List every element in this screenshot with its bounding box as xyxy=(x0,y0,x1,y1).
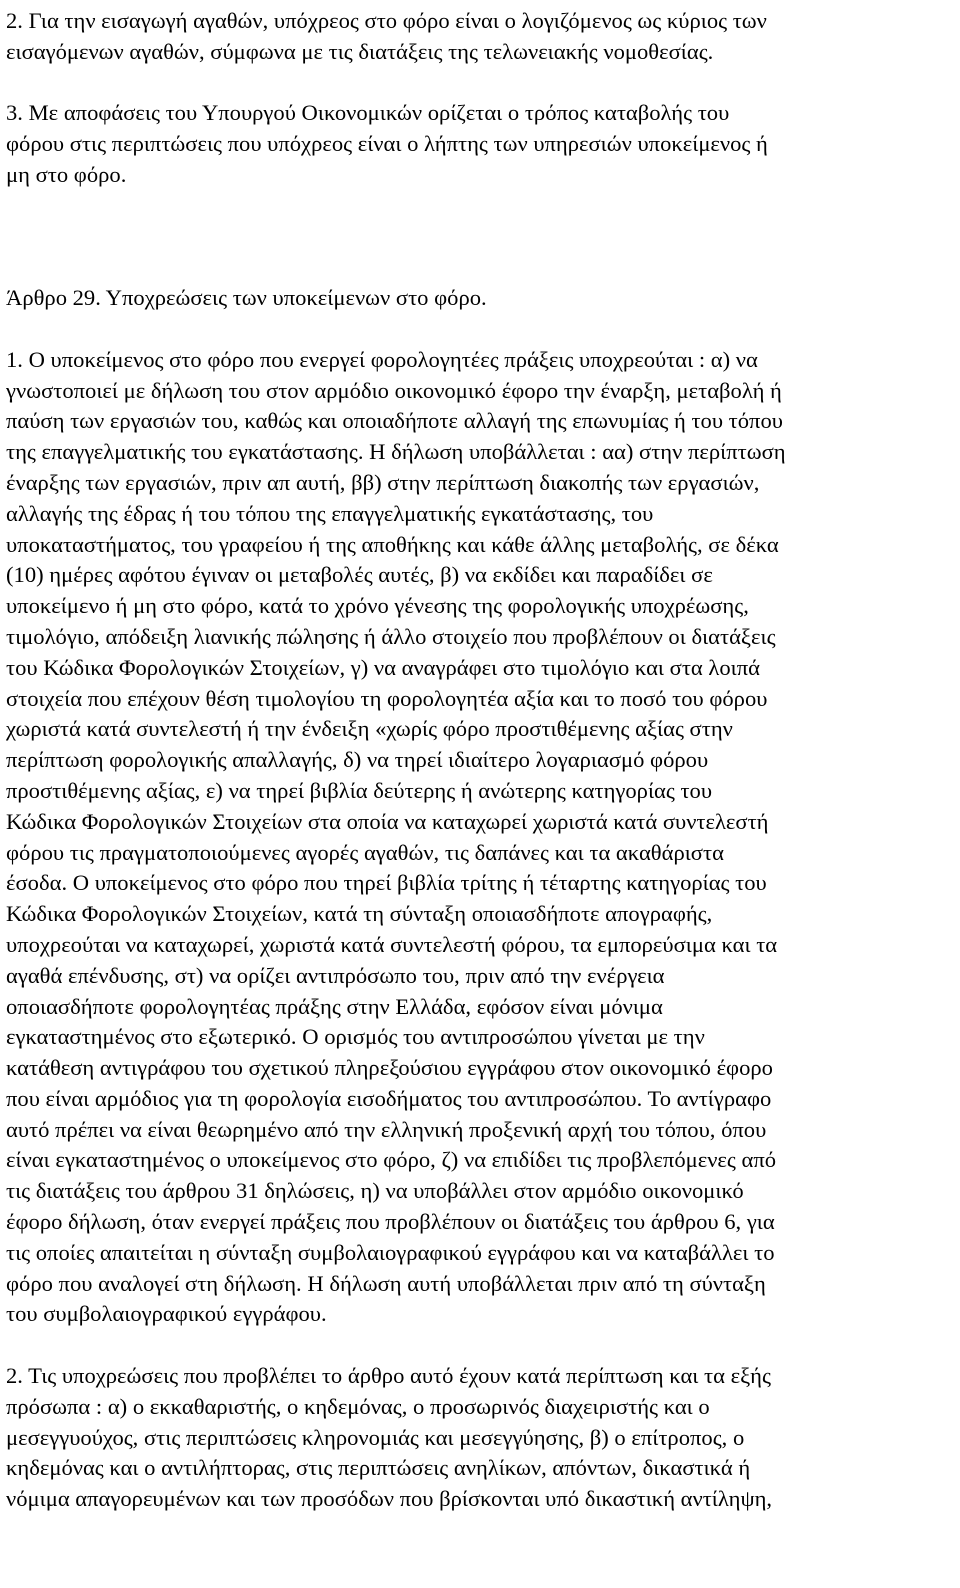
text-line: 2. Τις υποχρεώσεις που προβλέπει το άρθρο αυτό έχουν κατά περίπτωση και τα εξής xyxy=(6,1363,771,1389)
text-line: 1. Ο υποκείμενος στο φόρο που ενεργεί φορολογητέες πράξεις υποχρεούται : α) να xyxy=(6,346,758,372)
text-line: (10) ημέρες αφότου έγιναν οι μεταβολές αυτές, β) να εκδίδει και παραδίδει σε xyxy=(6,562,713,588)
text-line: νόμιμα απαγορευμένων και των προσόδων που βρίσκονται υπό δικαστική αντίληψη, xyxy=(6,1486,773,1512)
text-line: προστιθέμενης αξίας, ε) να τηρεί βιβλία δεύτερης ή ανώτερης κατηγορίας του xyxy=(6,777,713,803)
text-line: Κώδικα Φορολογικών Στοιχείων, κατά τη σύνταξη οποιασδήποτε απογραφής, xyxy=(6,901,713,927)
paragraph-spacer xyxy=(6,252,948,283)
text-line: μη στο φόρο. xyxy=(6,161,127,187)
paragraph-spacer xyxy=(6,222,948,253)
text-line: αλλαγής της έδρας ή του τόπου της επαγγελματικής εγκατάστασης, του xyxy=(6,500,654,526)
paragraph-spacer xyxy=(6,191,948,222)
text-line: αγαθά επένδυσης, στ) να ορίζει αντιπρόσωπο του, πριν από την ενέργεια xyxy=(6,962,665,988)
text-line: υποχρεούται να καταχωρεί, χωριστά κατά συντελεστή φόρου, τα εμπορεύσιμα και τα xyxy=(6,931,778,957)
text-line: τις οποίες απαιτείται η σύνταξη συμβολαιογραφικού εγγράφου και να καταβάλλει το xyxy=(6,1239,775,1265)
text-line: τιμολόγιο, απόδειξη λιανικής πώλησης ή άλλο στοιχείο που προβλέπουν οι διατάξεις xyxy=(6,623,776,649)
text-line: υποκαταστήματος, του γραφείου ή της αποθήκης και κάθε άλλης μεταβολής, σε δέκα xyxy=(6,531,779,557)
text-line: παύση των εργασιών του, καθώς και οποιαδήποτε αλλαγή της επωνυμίας ή του τόπου xyxy=(6,408,783,434)
paragraph-article29-2 xyxy=(6,1361,948,1515)
text-line: υποκείμενο ή μη στο φόρο, κατά το χρόνο γένεσης της φορολογικής υποχρέωσης, xyxy=(6,593,749,619)
text-line: 3. Με αποφάσεις του Υπουργού Οικονομικών ορίζεται ο τρόπος καταβολής του xyxy=(6,100,730,126)
text-line: αυτό πρέπει να είναι θεωρημένο από την ελληνική προξενική αρχή του τόπου, όπου xyxy=(6,1116,767,1142)
article-heading-text: Άρθρο 29. Υποχρεώσεις των υποκείμενων στο φόρο. xyxy=(6,285,487,311)
text-line: κηδεμόνας και ο αντιλήπτορας, στις περιπτώσεις ανηλίκων, απόντων, δικαστικά ή xyxy=(6,1455,751,1481)
text-line: του Κώδικα Φορολογικών Στοιχείων, γ) να αναγράφει στο τιμολόγιο και στα λοιπά xyxy=(6,654,760,680)
text-line: φόρου στις περιπτώσεις που υπόχρεος είναι ο λήπτης των υπηρεσιών υποκείμενος ή xyxy=(6,131,768,157)
text-line: έναρξης των εργασιών, πριν απ αυτή, ββ) στην περίπτωση διακοπής των εργασιών, xyxy=(6,469,760,495)
text-line: οποιασδήποτε φορολογητέας πράξης στην Ελλάδα, εφόσον είναι μόνιμα xyxy=(6,993,663,1019)
text-line: του συμβολαιογραφικού εγγράφου. xyxy=(6,1301,327,1327)
paragraph-spacer xyxy=(6,68,948,99)
paragraph-item-3 xyxy=(6,98,948,190)
text-line: κατάθεση αντιγράφου του σχετικού πληρεξούσιου εγγράφου στον οικονομικό έφορο xyxy=(6,1055,773,1081)
text-line: είναι εγκαταστημένος ο υποκείμενος στο φόρο, ζ) να επιδίδει τις προβλεπόμενες από xyxy=(6,1147,777,1173)
text-line: τις διατάξεις του άρθρου 31 δηλώσεις, η) να υποβάλλει στον αρμόδιο οικονομικό xyxy=(6,1178,744,1204)
text-line: 2. Για την εισαγωγή αγαθών, υπόχρεος στο φόρο είναι ο λογιζόμενος ως κύριος των xyxy=(6,8,767,33)
text-line: που είναι αρμόδιος για τη φορολογία εισοδήματος του αντιπροσώπου. Το αντίγραφο xyxy=(6,1085,772,1111)
text-line: χωριστά κατά συντελεστή ή την ένδειξη «χωρίς φόρο προστιθέμενης αξίας στην xyxy=(6,716,733,742)
paragraph-spacer xyxy=(6,1330,948,1361)
text-line: έφορο δήλωση, όταν ενεργεί πράξεις που προβλέπουν οι διατάξεις του άρθρου 6, για xyxy=(6,1209,775,1235)
paragraph-spacer xyxy=(6,314,948,345)
text-line: φόρου τις πραγματοποιούμενες αγορές αγαθών, τις δαπάνες και τα ακαθάριστα xyxy=(6,839,724,865)
text-line: Κώδικα Φορολογικών Στοιχείων στα οποία να καταχωρεί χωριστά κατά συντελεστή xyxy=(6,808,769,834)
text-line: έσοδα. Ο υποκείμενος στο φόρο που τηρεί βιβλία τρίτης ή τέταρτης κατηγορίας του xyxy=(6,870,767,896)
text-line: μεσεγγυούχος, στις περιπτώσεις κληρονομιάς και μεσεγγύησης, β) ο επίτροπος, ο xyxy=(6,1424,745,1450)
article-29-heading xyxy=(6,283,948,314)
text-line: φόρο που αναλογεί στη δήλωση. Η δήλωση αυτή υποβάλλεται πριν από τη σύνταξη xyxy=(6,1270,766,1296)
text-line: εισαγόμενων αγαθών, σύμφωνα με τις διατάξεις της τελωνειακής νομοθεσίας. xyxy=(6,38,714,64)
text-line: πρόσωπα : α) ο εκκαθαριστής, ο κηδεμόνας, ο προσωρινός διαχειριστής και ο xyxy=(6,1393,710,1419)
text-line: εγκαταστημένος στο εξωτερικό. Ο ορισμός του αντιπροσώπου γίνεται με την xyxy=(6,1024,705,1050)
text-line: της επαγγελματικής του εγκατάστασης. Η δήλωση υποβάλλεται : αα) στην περίπτωση xyxy=(6,439,786,465)
paragraph-article29-1 xyxy=(6,345,948,1331)
text-line: στοιχεία που επέχουν θέση τιμολογίου τη φορολογητέα αξία και το ποσό του φόρου xyxy=(6,685,768,711)
text-line: γνωστοποιεί με δήλωση του στον αρμόδιο οικονομικό έφορο την έναρξη, μεταβολή ή xyxy=(6,377,782,403)
paragraph-item-2 xyxy=(6,6,948,68)
text-line: περίπτωση φορολογικής απαλλαγής, δ) να τηρεί ιδιαίτερο λογαριασμό φόρου xyxy=(6,747,709,773)
